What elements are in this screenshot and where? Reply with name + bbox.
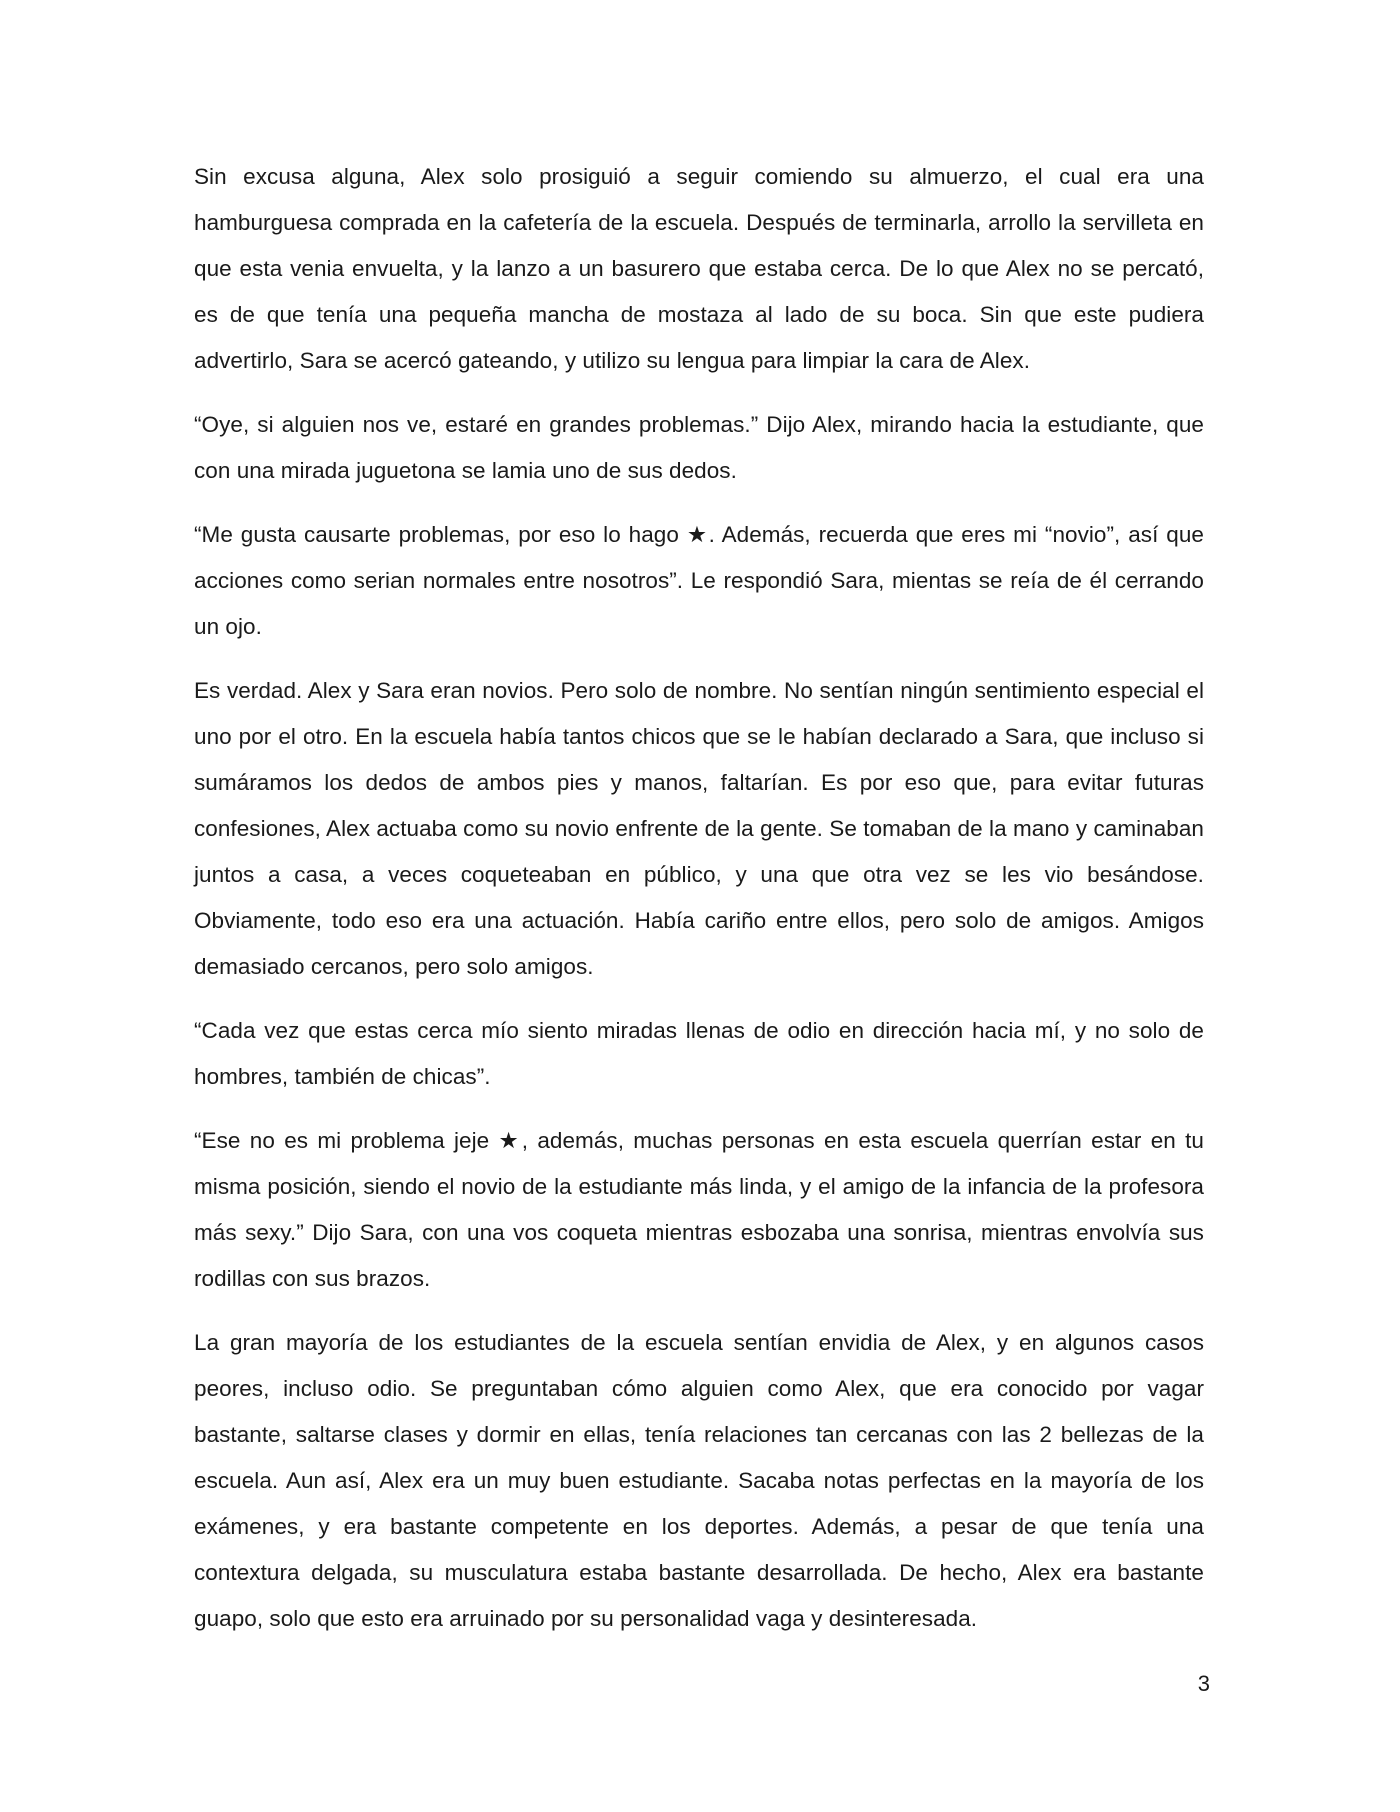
paragraph-7: La gran mayoría de los estudiantes de la escuela sentían envidia de Alex, y en algunos casos peores, incluso odio. Se preguntaban cómo alguien como Alex, que era conocido por vagar bastante, saltarse clases y dormir en ellas, tenía relaciones tan cercanas con las 2 bellezas de la escuela. Aun así, Alex era un muy buen estudiante. Sacaba notas perfectas en la mayoría de los exámenes, y era bastante competente en los deportes. Además, a pesar de que tenía una contextura delgada, su musculatura estaba bastante desarrollada. De hecho, Alex era bastante guapo, solo que esto era arruinado por su personalidad vaga y desinteresada. [194,1330,1204,1631]
paragraph-4: Es verdad. Alex y Sara eran novios. Pero solo de nombre. No sentían ningún sentimiento especial el uno por el otro. En la escuela había tantos chicos que se le habían declarado a Sara, que incluso si sumáramos los dedos de ambos pies y manos, faltarían. Es por eso que, para evitar futuras confesiones, Alex actuaba como su novio enfrente de la gente. Se tomaban de la mano y caminaban juntos a casa, a veces coqueteaban en público, y una que otra vez se les vio besándose. Obviamente, todo eso era una actuación. Había cariño entre ellos, pero solo de amigos. Amigos demasiado cercanos, pero solo amigos. [194,678,1204,979]
paragraph-3: “Me gusta causarte problemas, por eso lo hago ★. Además, recuerda que eres mi “novio”, así que acciones como serian normales entre nosotros”. Le respondió Sara, mientas se reía de él cerrando un ojo. [194,522,1204,639]
paragraph-2: “Oye, si alguien nos ve, estaré en grandes problemas.” Dijo Alex, mirando hacia la estudiante, que con una mirada juguetona se lamia uno de sus dedos. [194,412,1204,483]
page-number: 3 [1197,1671,1210,1696]
body-text [194,154,1204,1660]
paragraph-5: “Cada vez que estas cerca mío siento miradas llenas de odio en dirección hacia mí, y no solo de hombres, también de chicas”. [194,1018,1204,1089]
paragraph-1: Sin excusa alguna, Alex solo prosiguió a seguir comiendo su almuerzo, el cual era una hamburguesa comprada en la cafetería de la escuela. Después de terminarla, arrollo la servilleta en que esta venia envuelta, y la lanzo a un basurero que estaba cerca. De lo que Alex no se percató, es de que tenía una pequeña mancha de mostaza al lado de su boca. Sin que este pudiera advertirlo, Sara se acercó gateando, y utilizo su lengua para limpiar la cara de Alex. [194,164,1204,373]
paragraph-6: “Ese no es mi problema jeje ★, además, muchas personas en esta escuela querrían estar en tu misma posición, siendo el novio de la estudiante más linda, y el amigo de la infancia de la profesora más sexy.” Dijo Sara, con una vos coqueta mientras esbozaba una sonrisa, mientras envolvía sus rodillas con sus brazos. [194,1128,1204,1291]
